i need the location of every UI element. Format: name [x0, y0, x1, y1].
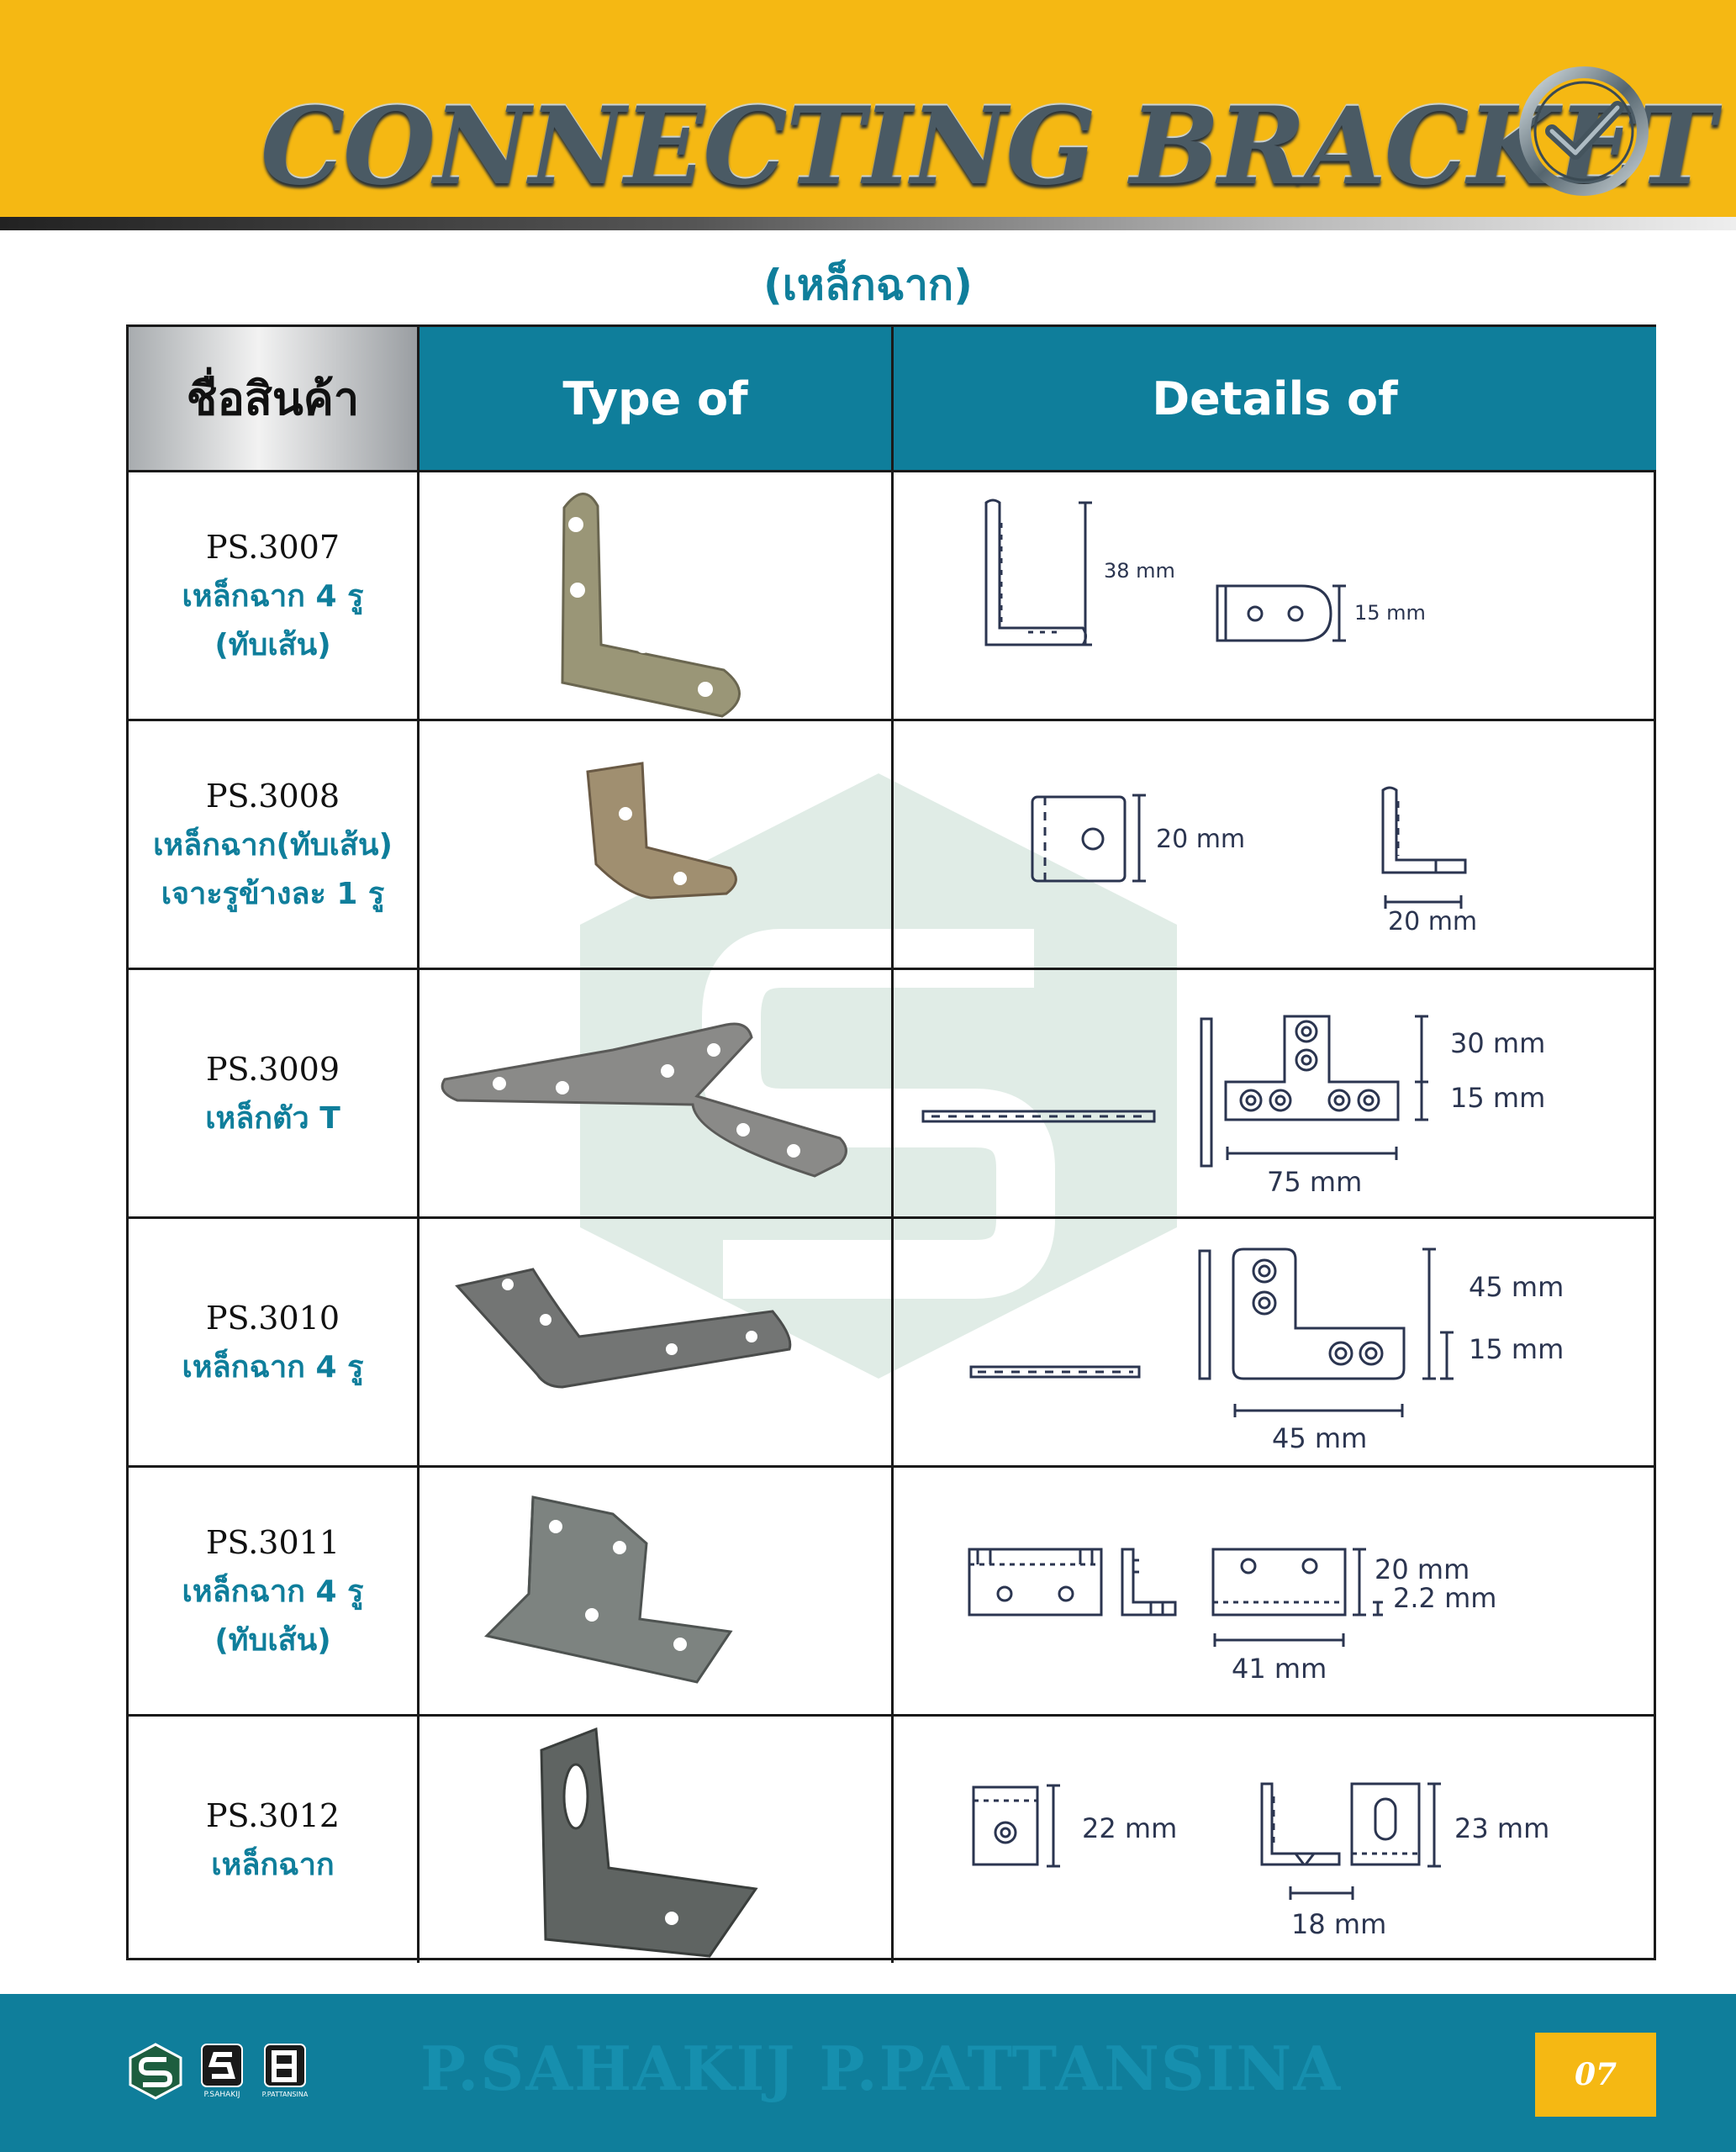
bracket-photo: [419, 970, 894, 1219]
table-row: [129, 1216, 1654, 1465]
dimension-labels: [894, 1717, 1654, 1965]
dim-label: 45 mm: [1272, 1422, 1368, 1454]
dim-label: 20 mm: [1156, 825, 1246, 854]
page-title: CONNECTING BRACKET: [261, 84, 1714, 208]
product-image-cell: [419, 721, 894, 968]
dim-label: 45 mm: [1469, 1271, 1565, 1303]
dim-label: 38 mm: [1104, 559, 1175, 583]
product-description: เหล็กฉาก: [211, 1847, 335, 1882]
header-type: Type of: [419, 327, 894, 470]
subtitle: (เหล็กฉาก): [762, 261, 974, 309]
logo-label: P.PATTANSINA: [261, 2091, 309, 2098]
product-code: PS.3009: [205, 1050, 340, 1088]
footer-company-text: P.SAHAKIJ P.PATTANSINA: [420, 2033, 1343, 2104]
dim-label: 20 mm: [1375, 1553, 1470, 1585]
dim-label: 30 mm: [1450, 1027, 1546, 1059]
dim-label: 2.2 mm: [1393, 1582, 1497, 1614]
product-table: [126, 324, 1656, 1960]
bracket-photo: [419, 1219, 894, 1468]
product-description-note: (ทับเส้น): [214, 1622, 331, 1658]
product-image-cell: [419, 970, 894, 1216]
product-description-note: เจาะรูข้างละ 1 รู: [161, 876, 385, 911]
dimension-labels: [894, 1468, 1654, 1717]
company-logo-hexagon: [128, 2043, 183, 2100]
product-description: เหล็กฉาก 4 รู: [182, 578, 364, 614]
product-code: PS.3010: [205, 1299, 340, 1337]
product-details-cell: [894, 1219, 1654, 1465]
product-description: เหล็กฉาก(ทับเส้น): [153, 827, 393, 862]
product-details-cell: [894, 1468, 1654, 1714]
product-image-cell: [419, 1219, 894, 1465]
table-row: [129, 1465, 1654, 1714]
dim-label: 20 mm: [1388, 907, 1478, 936]
logo-label: P.SAHAKIJ: [203, 2091, 240, 2099]
header-product-name: ชื่อสินค้า: [129, 327, 419, 470]
dimension-labels: [894, 721, 1654, 970]
dimension-labels: [894, 970, 1654, 1219]
header-details: Details of: [894, 327, 1656, 470]
bracket-photo: [419, 721, 894, 970]
product-code: PS.3011: [205, 1523, 340, 1561]
product-details-cell: [894, 1717, 1654, 1963]
dim-label: 18 mm: [1291, 1908, 1387, 1940]
product-name-cell: [129, 721, 419, 968]
product-image-cell: [419, 1717, 894, 1963]
product-name-cell: [129, 1219, 419, 1465]
product-description: เหล็กฉาก 4 รู: [182, 1349, 364, 1385]
dim-label: 15 mm: [1450, 1082, 1546, 1114]
product-image-cell: [419, 1468, 894, 1714]
product-description-note: (ทับเส้น): [214, 627, 331, 662]
dim-label: 22 mm: [1082, 1812, 1178, 1844]
product-name-cell: [129, 970, 419, 1216]
product-code: PS.3007: [205, 528, 340, 566]
dim-label: 15 mm: [1469, 1333, 1565, 1365]
dimension-labels: [894, 472, 1654, 721]
check-circle-icon: [1518, 66, 1649, 197]
product-name-cell: [129, 1468, 419, 1714]
product-details-cell: [894, 721, 1654, 968]
product-image-cell: [419, 472, 894, 719]
dim-label: 75 mm: [1267, 1166, 1363, 1198]
bracket-photo: [419, 472, 894, 721]
product-code: PS.3012: [205, 1796, 340, 1834]
product-details-cell: [894, 970, 1654, 1216]
table-row: [129, 719, 1654, 968]
table-row: [129, 1714, 1654, 1963]
bracket-photo: [419, 1717, 894, 1965]
table-row: [129, 968, 1654, 1216]
product-code: PS.3008: [205, 777, 340, 815]
product-description: เหล็กฉาก 4 รู: [182, 1574, 364, 1609]
p-pattansina-logo: [261, 2043, 309, 2100]
p-sahakij-logo: [200, 2043, 244, 2100]
product-details-cell: [894, 472, 1654, 719]
header-divider: [0, 217, 1736, 230]
dim-label: 15 mm: [1354, 601, 1426, 625]
dim-label: 41 mm: [1232, 1653, 1327, 1685]
product-name-cell: [129, 1717, 419, 1963]
bracket-photo: [419, 1468, 894, 1717]
dim-label: 23 mm: [1454, 1812, 1550, 1844]
product-description: เหล็กตัว T: [205, 1100, 340, 1136]
dimension-labels: [894, 1219, 1654, 1468]
table-row: [129, 470, 1654, 719]
product-name-cell: [129, 472, 419, 719]
page-number: 07: [1535, 2033, 1656, 2117]
